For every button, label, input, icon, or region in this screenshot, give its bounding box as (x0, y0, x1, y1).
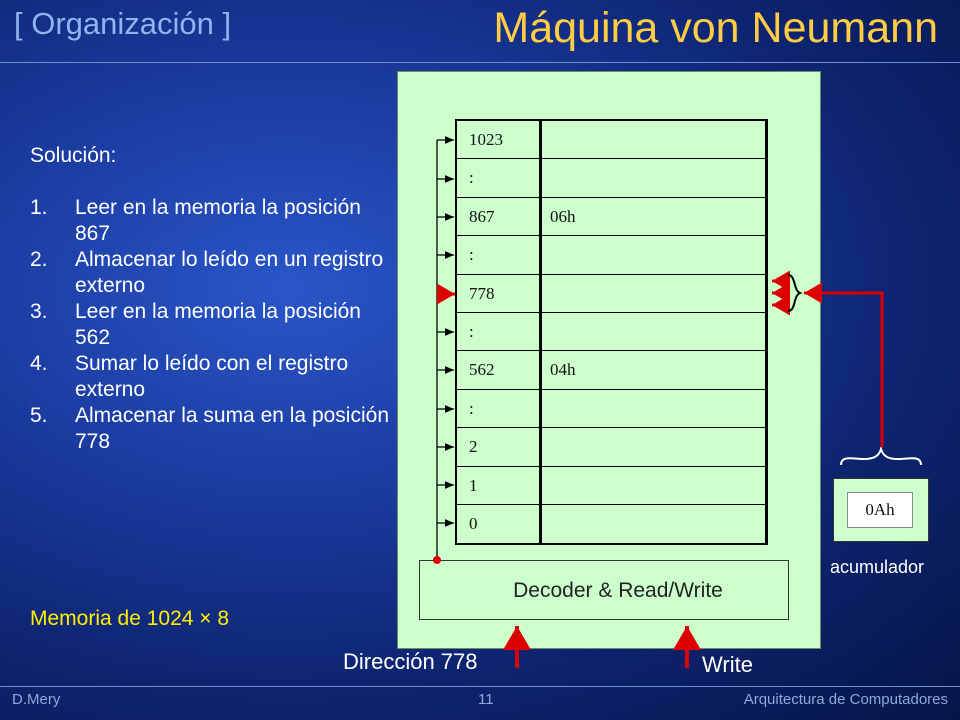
memory-address: : (457, 390, 542, 427)
decoder-block: Decoder & Read/Write (419, 560, 789, 620)
memory-address: : (457, 159, 542, 196)
step-number: 4. (30, 352, 48, 375)
step-number: 1. (30, 196, 48, 219)
bus-node (433, 556, 441, 564)
memory-address: 562 (457, 351, 542, 388)
step-text: Leer en la memoria la posición 562 (75, 300, 361, 349)
step-text: Almacenar lo leído en un registro externo (75, 248, 384, 297)
memory-address: 867 (457, 198, 542, 235)
slide-title: Máquina von Neumann (493, 4, 938, 52)
footer-divider (0, 686, 960, 687)
footer-author: D.Mery (12, 691, 61, 708)
step-number: 2. (30, 248, 48, 271)
memory-address: : (457, 313, 542, 350)
memory-address: 0 (457, 505, 542, 543)
footer-course: Arquitectura de Computadores (743, 691, 948, 708)
memory-address: 1023 (457, 121, 542, 158)
memory-address: 778 (457, 275, 542, 312)
accumulator-label: acumulador (830, 557, 925, 577)
data-input-arrows (772, 281, 786, 305)
step-text: Almacenar la suma en la posición 778 (75, 404, 389, 453)
memory-value: 04h (550, 360, 576, 380)
accumulator-value: 0Ah (847, 492, 913, 528)
memory-address: 2 (457, 428, 542, 465)
step-number: 3. (30, 300, 48, 323)
memory-address: : (457, 236, 542, 273)
memory-size-note: Memoria de 1024 × 8 (30, 607, 230, 630)
memory-address: 1 (457, 467, 542, 504)
solution-heading: Solución: (30, 144, 117, 167)
step-number: 5. (30, 404, 48, 427)
memory-value: 06h (550, 206, 576, 226)
step-text: Leer en la memoria la posición 867 (75, 196, 361, 245)
step-text: Sumar lo leído con el registro externo (75, 352, 349, 401)
word-select-lines (437, 140, 454, 523)
footer-page-number: 11 (478, 691, 494, 708)
section-label: [ Organización ] (14, 6, 232, 41)
accumulator-brace (841, 449, 921, 465)
write-label: Write (702, 652, 753, 677)
data-brace (788, 275, 800, 311)
data-bus-arrow (804, 293, 882, 447)
address-label: Dirección 778 (343, 649, 478, 674)
